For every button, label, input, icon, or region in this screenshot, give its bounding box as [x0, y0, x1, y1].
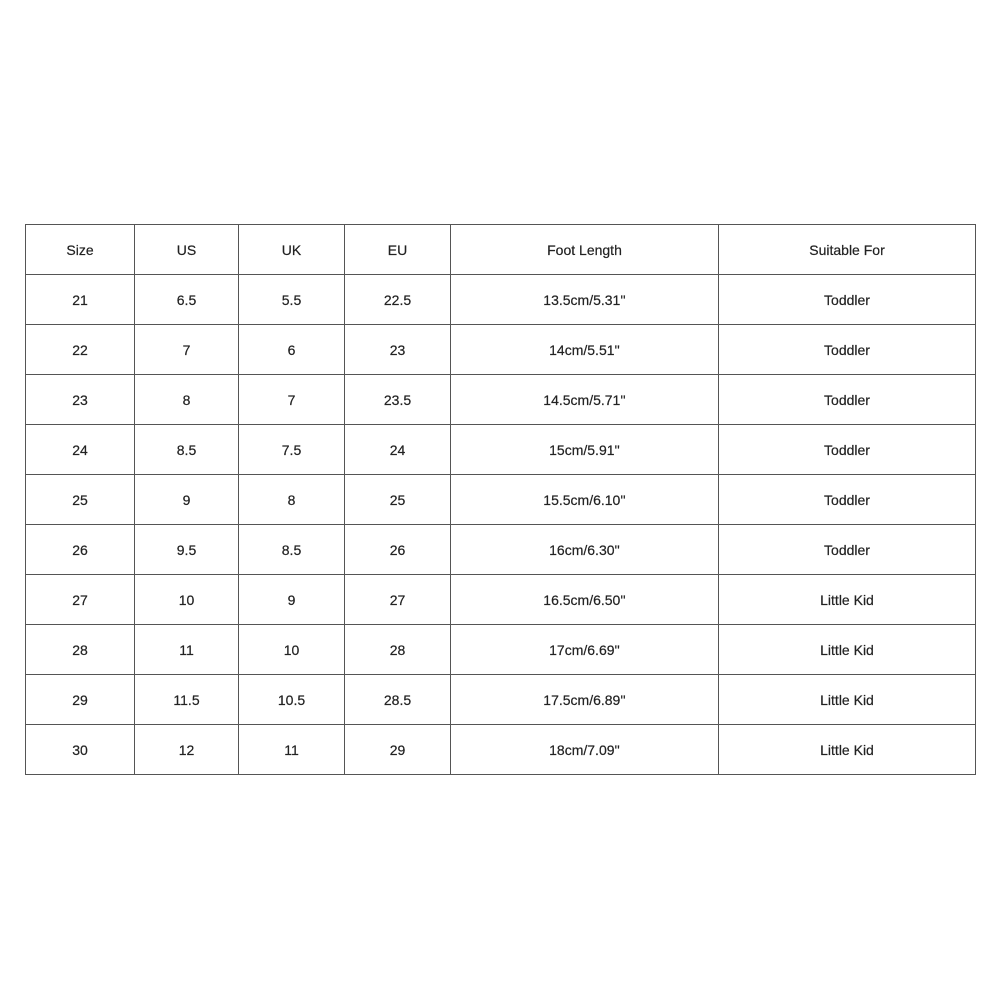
header-uk: UK — [239, 225, 345, 275]
cell-us: 10 — [135, 575, 239, 625]
cell-eu: 27 — [345, 575, 451, 625]
cell-foot-length: 14cm/5.51'' — [451, 325, 719, 375]
cell-us: 9.5 — [135, 525, 239, 575]
cell-us: 12 — [135, 725, 239, 775]
table-row — [26, 725, 976, 775]
cell-us: 11 — [135, 625, 239, 675]
table-row — [26, 525, 976, 575]
cell-us: 9 — [135, 475, 239, 525]
cell-suitable-for: Little Kid — [719, 725, 976, 775]
cell-uk: 10 — [239, 625, 345, 675]
cell-uk: 10.5 — [239, 675, 345, 725]
cell-us: 11.5 — [135, 675, 239, 725]
table-row — [26, 425, 976, 475]
cell-eu: 28.5 — [345, 675, 451, 725]
cell-uk: 8 — [239, 475, 345, 525]
table-row — [26, 675, 976, 725]
table-body — [26, 275, 976, 775]
cell-eu: 26 — [345, 525, 451, 575]
size-chart-table — [25, 224, 976, 775]
header-size: Size — [26, 225, 135, 275]
cell-suitable-for: Toddler — [719, 375, 976, 425]
cell-us: 6.5 — [135, 275, 239, 325]
cell-eu: 29 — [345, 725, 451, 775]
cell-suitable-for: Toddler — [719, 325, 976, 375]
cell-eu: 25 — [345, 475, 451, 525]
cell-size: 24 — [26, 425, 135, 475]
table-row — [26, 575, 976, 625]
cell-foot-length: 18cm/7.09'' — [451, 725, 719, 775]
cell-eu: 24 — [345, 425, 451, 475]
header-us: US — [135, 225, 239, 275]
cell-uk: 8.5 — [239, 525, 345, 575]
cell-foot-length: 13.5cm/5.31'' — [451, 275, 719, 325]
cell-eu: 28 — [345, 625, 451, 675]
table-row — [26, 375, 976, 425]
cell-uk: 5.5 — [239, 275, 345, 325]
cell-uk: 9 — [239, 575, 345, 625]
cell-uk: 6 — [239, 325, 345, 375]
cell-us: 8.5 — [135, 425, 239, 475]
cell-size: 22 — [26, 325, 135, 375]
cell-uk: 11 — [239, 725, 345, 775]
cell-suitable-for: Little Kid — [719, 625, 976, 675]
header-eu: EU — [345, 225, 451, 275]
cell-foot-length: 16cm/6.30'' — [451, 525, 719, 575]
cell-suitable-for: Toddler — [719, 275, 976, 325]
cell-foot-length: 15cm/5.91'' — [451, 425, 719, 475]
cell-foot-length: 15.5cm/6.10'' — [451, 475, 719, 525]
cell-us: 7 — [135, 325, 239, 375]
cell-suitable-for: Toddler — [719, 475, 976, 525]
cell-size: 30 — [26, 725, 135, 775]
cell-suitable-for: Little Kid — [719, 575, 976, 625]
header-row — [26, 225, 976, 275]
cell-foot-length: 16.5cm/6.50'' — [451, 575, 719, 625]
cell-eu: 23.5 — [345, 375, 451, 425]
cell-suitable-for: Little Kid — [719, 675, 976, 725]
table-row — [26, 275, 976, 325]
cell-size: 26 — [26, 525, 135, 575]
cell-size: 23 — [26, 375, 135, 425]
cell-suitable-for: Toddler — [719, 525, 976, 575]
cell-size: 25 — [26, 475, 135, 525]
cell-size: 29 — [26, 675, 135, 725]
cell-size: 21 — [26, 275, 135, 325]
table-row — [26, 325, 976, 375]
cell-uk: 7.5 — [239, 425, 345, 475]
cell-uk: 7 — [239, 375, 345, 425]
table-row — [26, 475, 976, 525]
header-foot-length: Foot Length — [451, 225, 719, 275]
cell-foot-length: 17.5cm/6.89'' — [451, 675, 719, 725]
cell-foot-length: 14.5cm/5.71'' — [451, 375, 719, 425]
cell-suitable-for: Toddler — [719, 425, 976, 475]
cell-size: 27 — [26, 575, 135, 625]
table-row — [26, 625, 976, 675]
cell-foot-length: 17cm/6.69'' — [451, 625, 719, 675]
cell-eu: 22.5 — [345, 275, 451, 325]
cell-us: 8 — [135, 375, 239, 425]
header-suitable-for: Suitable For — [719, 225, 976, 275]
cell-size: 28 — [26, 625, 135, 675]
cell-eu: 23 — [345, 325, 451, 375]
